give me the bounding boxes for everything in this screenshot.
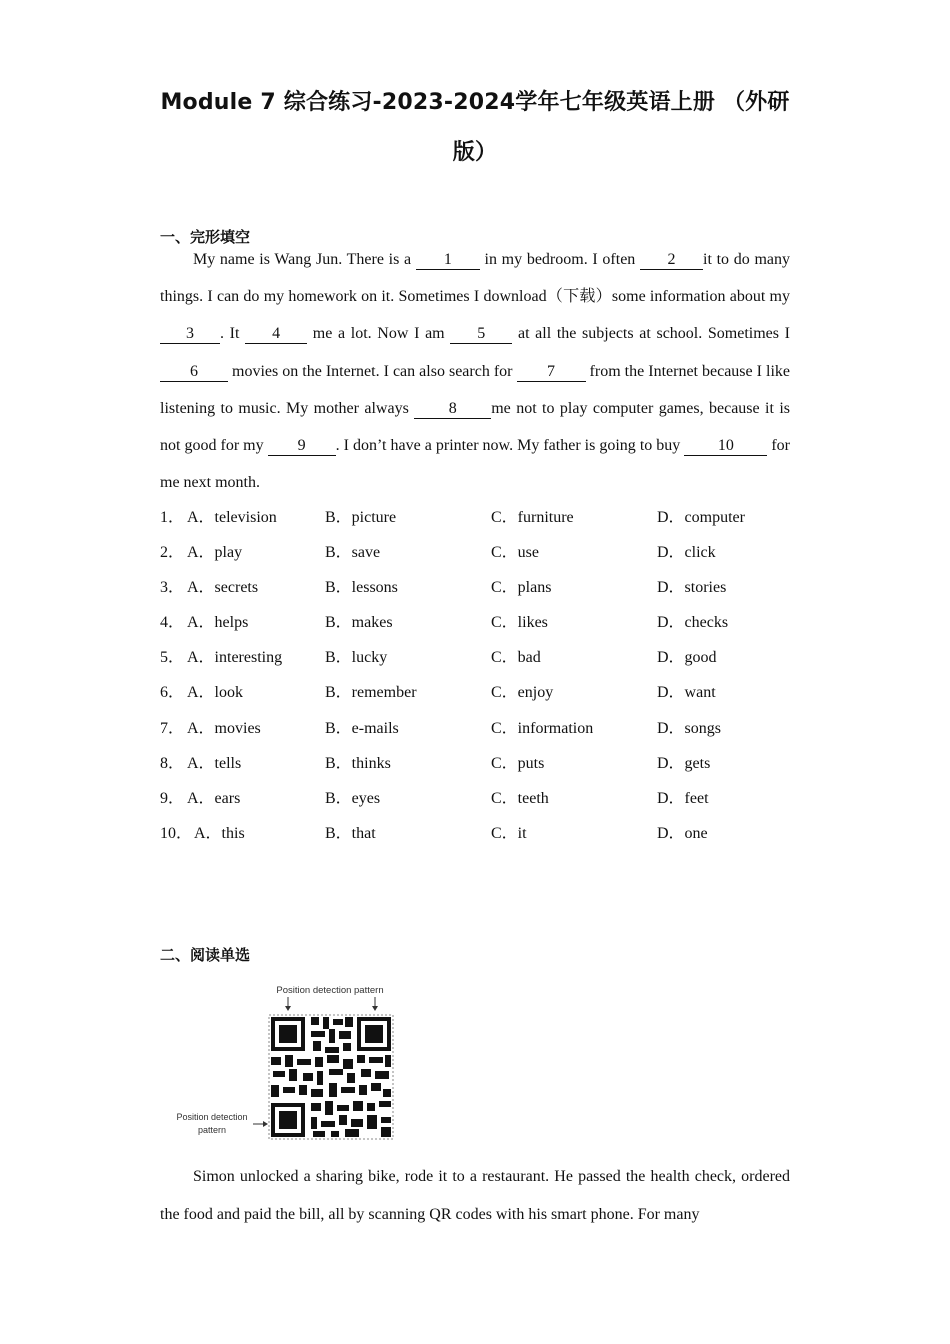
option-b: B．save xyxy=(325,544,381,562)
question-row xyxy=(160,783,800,818)
blank-4: 4 xyxy=(245,325,307,344)
blank-8: 8 xyxy=(414,400,491,419)
passage-text: at all the subjects at school. Sometimes I xyxy=(512,325,791,343)
option-b: B．lucky xyxy=(325,649,388,667)
option-b: B．that xyxy=(325,824,376,842)
option-a: A．this xyxy=(194,824,245,842)
question-number: 6． xyxy=(160,684,185,702)
left-label-line2: pattern xyxy=(197,1125,227,1135)
question-row xyxy=(160,572,800,607)
question-number: 3． xyxy=(160,579,185,597)
passage-text: me not to play computer games, because it is not good for my xyxy=(160,399,791,455)
option-a: A．interesting xyxy=(187,649,283,667)
option-b: B．e-mails xyxy=(325,719,399,737)
blank-3: 3 xyxy=(160,325,220,344)
option-d: D．feet xyxy=(657,789,709,807)
option-d: D．computer xyxy=(657,509,745,526)
option-a: A．tells xyxy=(187,754,242,772)
question-number: 7． xyxy=(160,719,185,737)
option-b: B．picture xyxy=(325,509,397,526)
passage-text: for me next month. xyxy=(160,437,791,492)
option-b: B．eyes xyxy=(325,789,381,807)
option-a: A．ears xyxy=(187,789,241,807)
question-number: 1． xyxy=(160,509,185,526)
option-b: B．lessons xyxy=(325,579,398,597)
option-c: C．use xyxy=(491,544,540,562)
page-title: Module 7 综合练习-2023-2024学年七年级英语上册 （外研版） xyxy=(160,90,790,165)
reading-passage: Simon unlocked a sharing bike, rode it to a restaurant. He passed the health check, ordered the food and paid the bill, all by scanning QR codes with his smart phone. For many xyxy=(160,1168,790,1223)
option-d: D．good xyxy=(657,649,717,667)
passage-text: My name is Wang Jun. There is a xyxy=(193,251,416,268)
blank-6: 6 xyxy=(160,363,228,382)
question-row xyxy=(160,642,800,677)
qr-code-icon xyxy=(168,982,408,1147)
question-row xyxy=(160,748,800,783)
left-label-line1: Position detection xyxy=(176,1112,248,1122)
passage-text: . I don’t have a printer now. My father is going to buy xyxy=(335,437,685,455)
qr-code-figure xyxy=(168,982,408,1147)
option-d: D．gets xyxy=(657,754,711,772)
question-number: 10． xyxy=(160,824,193,842)
option-d: D．one xyxy=(657,824,708,842)
blank-1: 1 xyxy=(416,251,480,270)
question-number: 4． xyxy=(160,614,185,632)
option-c: C．it xyxy=(491,824,527,842)
option-a: A．helps xyxy=(187,614,249,632)
passage-text: in my bedroom. I often xyxy=(479,251,641,268)
option-c: C．bad xyxy=(491,649,541,667)
question-row xyxy=(160,607,800,642)
question-row xyxy=(160,677,800,712)
option-d: D．songs xyxy=(657,719,722,737)
blank-5: 5 xyxy=(450,325,512,344)
option-c: C．enjoy xyxy=(491,684,554,702)
section-heading-reading: 二、阅读单选 xyxy=(160,946,251,964)
option-d: D．want xyxy=(657,684,716,702)
blank-7: 7 xyxy=(517,363,586,382)
question-number: 5． xyxy=(160,649,185,667)
section-heading-cloze: 一、完形填空 xyxy=(160,228,251,246)
option-a: A．movies xyxy=(187,719,261,737)
option-a: A．secrets xyxy=(187,579,259,597)
question-number: 2． xyxy=(160,544,185,562)
option-a: A．television xyxy=(187,509,277,526)
blank-10: 10 xyxy=(684,437,767,456)
option-d: D．click xyxy=(657,544,716,562)
blank-9: 9 xyxy=(268,437,336,456)
passage-text: me a lot. Now I am xyxy=(307,325,451,343)
option-b: B．thinks xyxy=(325,754,391,772)
option-c: C．plans xyxy=(491,579,552,597)
option-d: D．checks xyxy=(657,614,729,632)
option-c: C．puts xyxy=(491,754,545,772)
option-b: B．remember xyxy=(325,684,417,702)
question-row xyxy=(160,537,800,572)
passage-text: it to do many things. I can do my homework on it. Sometimes I download（下载）some information about my xyxy=(160,251,791,306)
question-number: 8． xyxy=(160,754,185,772)
option-b: B．makes xyxy=(325,614,393,632)
option-a: A．look xyxy=(187,684,244,702)
blank-2: 2 xyxy=(640,251,703,270)
question-row xyxy=(160,502,800,537)
passage-text: . It xyxy=(220,325,246,343)
passage-text: from the Internet because I like listening to music. My mother always xyxy=(160,362,790,417)
option-c: C．likes xyxy=(491,614,548,632)
question-row xyxy=(160,713,800,748)
option-a: A．play xyxy=(187,544,243,562)
question-number: 9． xyxy=(160,789,185,807)
option-c: C．teeth xyxy=(491,789,549,807)
option-c: C．information xyxy=(491,719,594,737)
top-label: Position detection pattern xyxy=(276,985,384,996)
option-c: C．furniture xyxy=(491,509,574,526)
question-row xyxy=(160,818,800,853)
passage-text: movies on the Internet. I can also search for xyxy=(228,362,517,380)
options-list xyxy=(160,502,800,853)
option-d: D．stories xyxy=(657,579,727,597)
cloze-passage xyxy=(160,241,790,501)
